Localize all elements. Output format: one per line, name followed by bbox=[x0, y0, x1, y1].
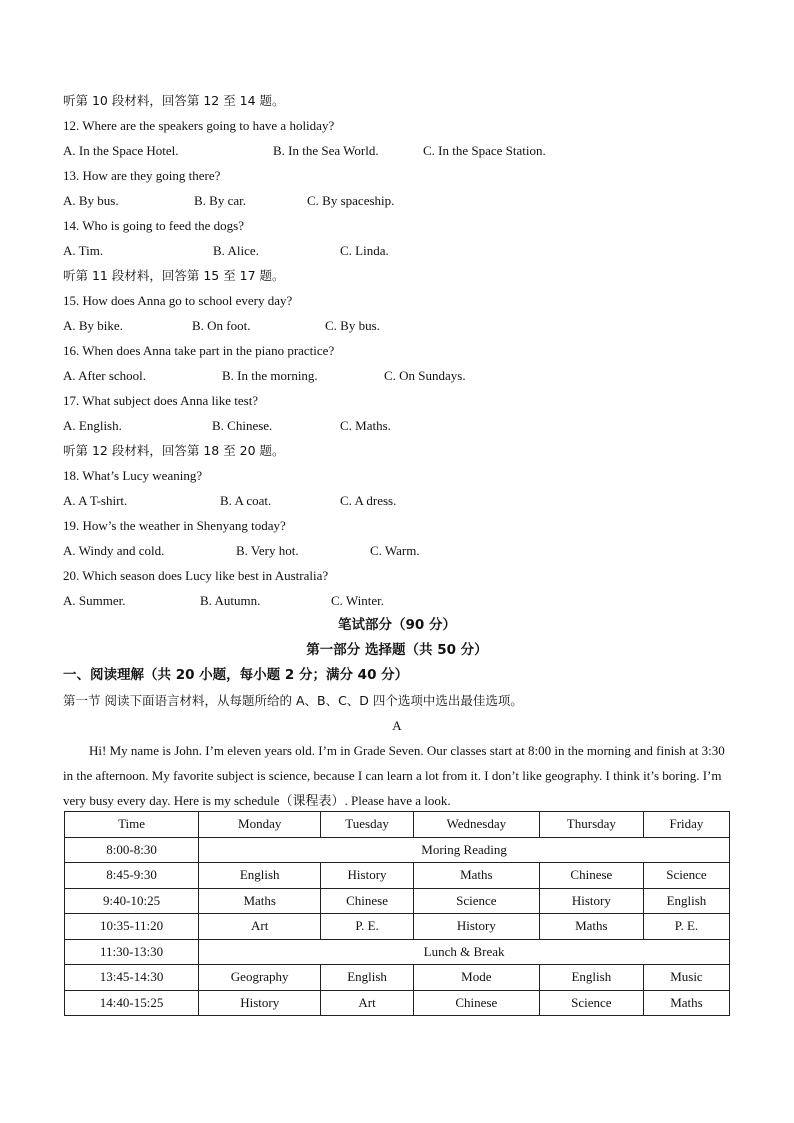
question-12: 12. Where are the speakers going to have a holiday? bbox=[63, 118, 335, 133]
question-18: 18. What’s Lucy weaning? bbox=[63, 468, 203, 483]
question-18-options bbox=[63, 488, 731, 513]
question-17-options bbox=[63, 413, 731, 438]
time-cell: 14:40-15:25 bbox=[65, 990, 199, 1016]
subject-cell: Chinese bbox=[413, 990, 539, 1016]
option-b: B. By car. bbox=[194, 193, 246, 208]
option-a: A. In the Space Hotel. bbox=[63, 143, 179, 158]
header-cell: Monday bbox=[199, 812, 321, 838]
option-c: C. Maths. bbox=[340, 418, 391, 433]
subject-cell: Maths bbox=[643, 990, 729, 1016]
table-row bbox=[65, 939, 730, 965]
option-b: B. In the Sea World. bbox=[273, 143, 379, 158]
option-a: A. Tim. bbox=[63, 243, 104, 258]
passage-label: A bbox=[392, 718, 402, 733]
part-one-title: 第一部分 选择题（共 50 分） bbox=[306, 642, 488, 658]
subject-cell: English bbox=[539, 965, 643, 991]
written-part-title: 笔试部分（90 分） bbox=[338, 617, 456, 633]
option-a: A. By bike. bbox=[63, 318, 123, 333]
subject-cell: Science bbox=[413, 888, 539, 914]
subject-cell: Maths bbox=[413, 863, 539, 889]
subject-cell: English bbox=[643, 888, 729, 914]
option-b: B. Autumn. bbox=[200, 593, 261, 608]
option-a: A. By bus. bbox=[63, 193, 119, 208]
question-19-options bbox=[63, 538, 731, 563]
header-cell: Thursday bbox=[539, 812, 643, 838]
option-a: A. A T-shirt. bbox=[63, 493, 128, 508]
option-b: B. On foot. bbox=[192, 318, 251, 333]
question-19: 19. How’s the weather in Shenyang today? bbox=[63, 518, 286, 533]
header-cell: Tuesday bbox=[321, 812, 414, 838]
table-row bbox=[65, 990, 730, 1016]
table-row bbox=[65, 914, 730, 940]
time-cell: 13:45-14:30 bbox=[65, 965, 199, 991]
option-b: B. A coat. bbox=[220, 493, 272, 508]
time-cell: 11:30-13:30 bbox=[65, 939, 199, 965]
question-14-options bbox=[63, 238, 731, 263]
subject-cell: Music bbox=[643, 965, 729, 991]
table-row bbox=[65, 863, 730, 889]
question-14: 14. Who is going to feed the dogs? bbox=[63, 218, 245, 233]
subject-cell: English bbox=[321, 965, 414, 991]
question-13-options bbox=[63, 188, 731, 213]
option-c: C. By bus. bbox=[325, 318, 380, 333]
option-b: B. In the morning. bbox=[222, 368, 318, 383]
option-a: A. After school. bbox=[63, 368, 147, 383]
question-17: 17. What subject does Anna like test? bbox=[63, 393, 259, 408]
option-c: C. Warm. bbox=[370, 543, 420, 558]
option-c: C. By spaceship. bbox=[307, 193, 395, 208]
subject-cell: History bbox=[539, 888, 643, 914]
table-header-row bbox=[65, 812, 730, 838]
subject-cell: Maths bbox=[539, 914, 643, 940]
question-13: 13. How are they going there? bbox=[63, 168, 221, 183]
subject-cell: History bbox=[413, 914, 539, 940]
subject-cell: English bbox=[199, 863, 321, 889]
option-b: B. Chinese. bbox=[212, 418, 273, 433]
option-a: A. Summer. bbox=[63, 593, 126, 608]
section-11-header: 听第 11 段材料，回答第 15 至 17 题。 bbox=[63, 268, 285, 283]
option-c: C. In the Space Station. bbox=[423, 143, 546, 158]
option-a: A. English. bbox=[63, 418, 122, 433]
passage-text: Hi! My name is John. I’m eleven years old. I’m in Grade Seven. Our classes start at 8:00 in the morning and finish at 3:30 in the afternoon. My favorite subject is science, because I can learn a lot from it. I don’t like geography. I think it’s boring. I’m very busy every day. Here is my schedule（课程表）. Please have a look. bbox=[63, 743, 725, 808]
header-cell: Friday bbox=[643, 812, 729, 838]
option-b: B. Very hot. bbox=[236, 543, 299, 558]
question-20-options bbox=[63, 588, 731, 613]
subject-cell: Mode bbox=[413, 965, 539, 991]
option-c: C. Linda. bbox=[340, 243, 389, 258]
time-cell: 8:45-9:30 bbox=[65, 863, 199, 889]
subject-cell: Chinese bbox=[321, 888, 414, 914]
option-b: B. Alice. bbox=[213, 243, 259, 258]
question-15: 15. How does Anna go to school every day? bbox=[63, 293, 293, 308]
reading-section-title: 一、阅读理解（共 20 小题，每小题 2 分；满分 40 分） bbox=[63, 667, 409, 683]
subject-cell: History bbox=[321, 863, 414, 889]
question-20: 20. Which season does Lucy like best in Australia? bbox=[63, 568, 329, 583]
subject-cell: Art bbox=[199, 914, 321, 940]
time-cell: 10:35-11:20 bbox=[65, 914, 199, 940]
header-cell: Wednesday bbox=[413, 812, 539, 838]
question-12-options bbox=[63, 138, 731, 163]
subject-cell: Chinese bbox=[539, 863, 643, 889]
section-12-header: 听第 12 段材料，回答第 18 至 20 题。 bbox=[63, 443, 285, 458]
table-row bbox=[65, 965, 730, 991]
table-row bbox=[65, 888, 730, 914]
instruction: 第一节 阅读下面语言材料，从每题所给的 A、B、C、D 四个选项中选出最佳选项。 bbox=[63, 693, 523, 708]
question-15-options bbox=[63, 313, 731, 338]
question-16-options bbox=[63, 363, 731, 388]
subject-cell: Maths bbox=[199, 888, 321, 914]
subject-cell: Geography bbox=[199, 965, 321, 991]
subject-cell: P. E. bbox=[643, 914, 729, 940]
section-10-header: 听第 10 段材料，回答第 12 至 14 题。 bbox=[63, 93, 285, 108]
time-cell: 8:00-8:30 bbox=[65, 837, 199, 863]
time-cell: 9:40-10:25 bbox=[65, 888, 199, 914]
option-a: A. Windy and cold. bbox=[63, 543, 165, 558]
subject-cell: P. E. bbox=[321, 914, 414, 940]
table-row bbox=[65, 837, 730, 863]
option-c: C. A dress. bbox=[340, 493, 397, 508]
subject-cell: Art bbox=[321, 990, 414, 1016]
question-16: 16. When does Anna take part in the piano practice? bbox=[63, 343, 335, 358]
option-c: C. Winter. bbox=[331, 593, 385, 608]
span-cell: Lunch & Break bbox=[199, 939, 730, 965]
header-cell: Time bbox=[65, 812, 199, 838]
subject-cell: Science bbox=[643, 863, 729, 889]
option-c: C. On Sundays. bbox=[384, 368, 466, 383]
subject-cell: History bbox=[199, 990, 321, 1016]
schedule-table bbox=[64, 811, 730, 1016]
subject-cell: Science bbox=[539, 990, 643, 1016]
span-cell: Moring Reading bbox=[199, 837, 730, 863]
exam-page bbox=[63, 88, 731, 813]
